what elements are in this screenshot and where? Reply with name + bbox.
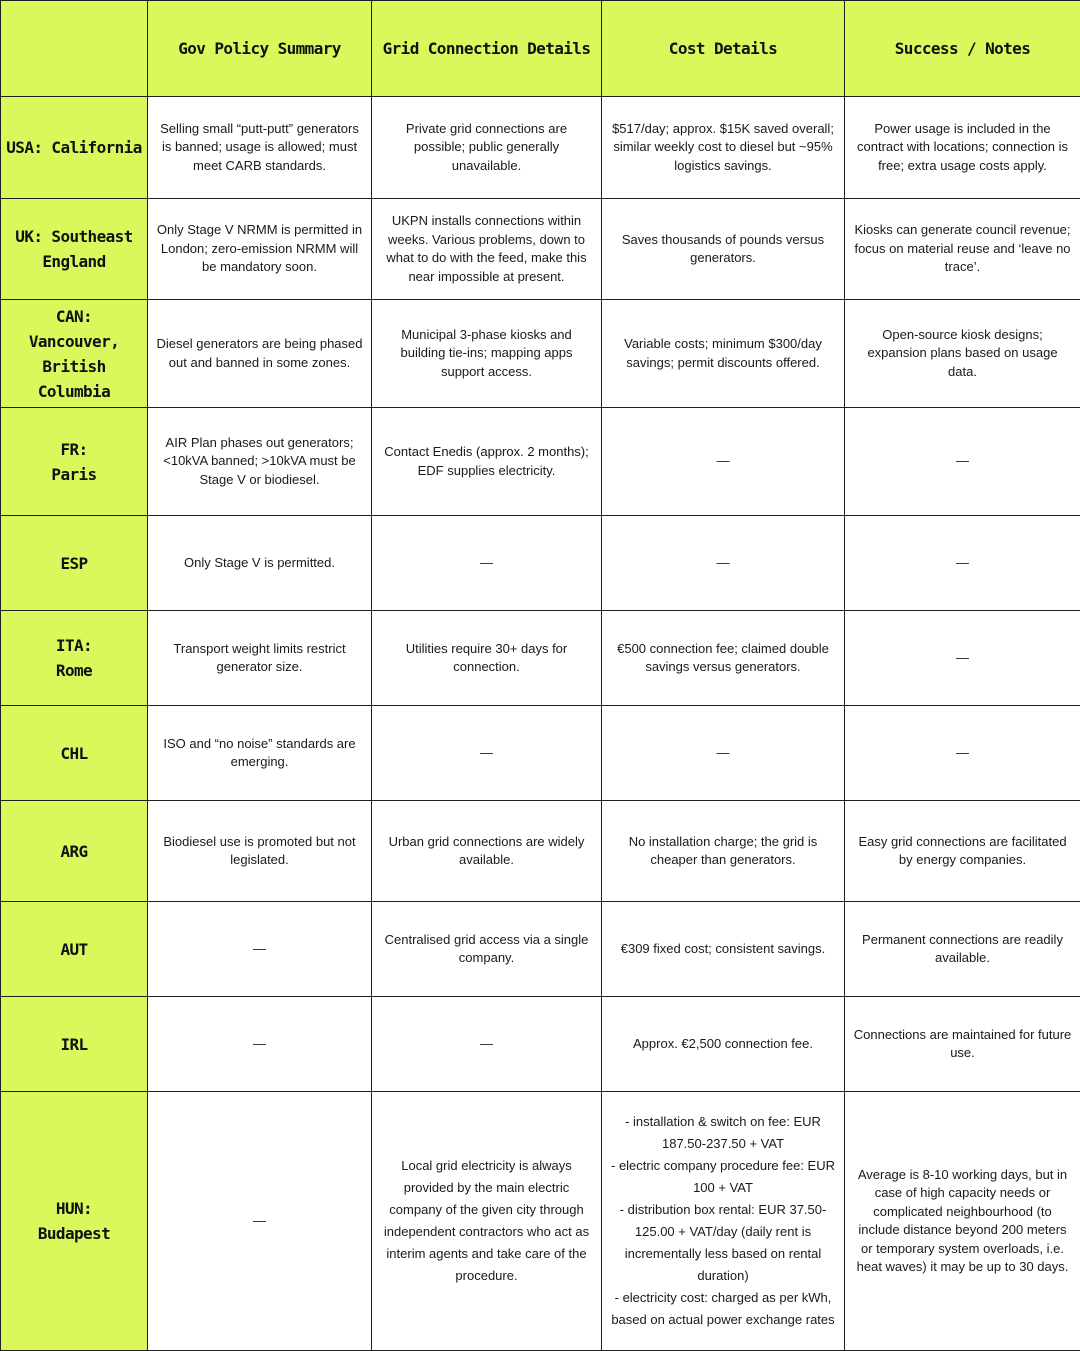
cost-line: - electric company procedure fee: EUR 100 + VAT [610,1155,836,1199]
grid-cell: Municipal 3-phase kiosks and building tie-ins; mapping apps support access. [372,300,602,408]
policy-cell: ISO and “no noise” standards are emerging. [148,706,372,801]
notes-cell: Open-source kiosk designs; expansion plans based on usage data. [845,300,1080,408]
region-line: CHL [5,741,143,766]
region-line: Budapest [5,1221,143,1246]
cost-cell [602,1092,845,1351]
notes-cell: Power usage is included in the contract with locations; connection is free; extra usage costs apply. [845,97,1080,199]
notes-cell: — [845,408,1080,516]
cost-cell: — [602,706,845,801]
table-row [1,97,1080,199]
region-line: USA: California [5,135,143,160]
region-line: England [5,249,143,274]
table-row [1,902,1080,997]
header-cost-details: Cost Details [602,1,845,97]
region-cell [1,97,148,199]
header-corner-cell [1,1,148,97]
cost-cell: $517/day; approx. $15K saved overall; similar weekly cost to diesel but ~95% logistics savings. [602,97,845,199]
table-row [1,997,1080,1092]
cost-cell: — [602,516,845,611]
region-line: ARG [5,839,143,864]
grid-cell: Private grid connections are possible; public generally unavailable. [372,97,602,199]
grid-cell: — [372,706,602,801]
policy-cell: — [148,902,372,997]
region-line: British Columbia [5,354,143,404]
region-cell [1,1092,148,1351]
grid-cell: Contact Enedis (approx. 2 months); EDF supplies electricity. [372,408,602,516]
region-cell [1,516,148,611]
cost-line: - installation & switch on fee: EUR 187.50-237.50 + VAT [610,1111,836,1155]
region-cell [1,408,148,516]
region-cell [1,902,148,997]
region-line: UK: Southeast [5,224,143,249]
table-row [1,1092,1080,1351]
region-line: CAN: [5,304,143,329]
notes-cell: Average is 8-10 working days, but in case of high capacity needs or complicated neighbourhood (to include distance beyond 200 meters or temporary system overloads, i.e. heat waves) it may be up to 30 days. [845,1092,1080,1351]
policy-cell: — [148,997,372,1092]
region-cell [1,997,148,1092]
grid-cell: UKPN installs connections within weeks. Various problems, down to what to do with the feed, make this near impossible at present. [372,199,602,300]
policy-cell: — [148,1092,372,1351]
region-line: ESP [5,551,143,576]
cost-cell: Saves thousands of pounds versus generators. [602,199,845,300]
policy-cell: Biodiesel use is promoted but not legislated. [148,801,372,902]
cost-cell: €309 fixed cost; consistent savings. [602,902,845,997]
header-grid-connection: Grid Connection Details [372,1,602,97]
header-row [1,1,1080,97]
notes-cell: — [845,706,1080,801]
cost-line: - electricity cost: charged as per kWh, based on actual power exchange rates [610,1287,836,1331]
header-gov-policy: Gov Policy Summary [148,1,372,97]
cost-cell: No installation charge; the grid is cheaper than generators. [602,801,845,902]
grid-cell: Centralised grid access via a single company. [372,902,602,997]
region-line: FR: [5,437,143,462]
cost-cell: Variable costs; minimum $300/day savings; permit discounts offered. [602,300,845,408]
policy-cell: Diesel generators are being phased out and banned in some zones. [148,300,372,408]
cost-cell: — [602,408,845,516]
policy-cell: Transport weight limits restrict generator size. [148,611,372,706]
grid-cell: Utilities require 30+ days for connection. [372,611,602,706]
region-line: AUT [5,937,143,962]
region-cell [1,706,148,801]
grid-cell: — [372,516,602,611]
table-row [1,199,1080,300]
notes-cell: — [845,516,1080,611]
notes-cell: — [845,611,1080,706]
header-success-notes: Success / Notes [845,1,1080,97]
notes-cell: Easy grid connections are facilitated by energy companies. [845,801,1080,902]
notes-cell: Permanent connections are readily available. [845,902,1080,997]
region-cell [1,611,148,706]
table-row [1,801,1080,902]
notes-cell: Connections are maintained for future use. [845,997,1080,1092]
policy-cell: AIR Plan phases out generators; <10kVA banned; >10kVA must be Stage V or biodiesel. [148,408,372,516]
region-cell [1,801,148,902]
region-line: Vancouver, [5,329,143,354]
table-row [1,611,1080,706]
notes-cell: Kiosks can generate council revenue; focus on material reuse and ‘leave no trace’. [845,199,1080,300]
grid-cell: Urban grid connections are widely available. [372,801,602,902]
region-line: ITA: [5,633,143,658]
region-cell [1,199,148,300]
table-row [1,516,1080,611]
region-line: IRL [5,1032,143,1057]
region-line: HUN: [5,1196,143,1221]
policy-cell: Selling small “putt-putt” generators is banned; usage is allowed; must meet CARB standards. [148,97,372,199]
policy-cell: Only Stage V is permitted. [148,516,372,611]
region-line: Rome [5,658,143,683]
grid-cell: Local grid electricity is always provided by the main electric company of the given city through independent contractors who act as interim agents and take care of the procedure. [372,1092,602,1351]
policy-cell: Only Stage V NRMM is permitted in London; zero-emission NRMM will be mandatory soon. [148,199,372,300]
cost-cell: €500 connection fee; claimed double savings versus generators. [602,611,845,706]
table-row [1,706,1080,801]
region-cell [1,300,148,408]
cost-line: - distribution box rental: EUR 37.50-125.00 + VAT/day (daily rent is incrementally less based on rental duration) [610,1199,836,1287]
table-row [1,300,1080,408]
table-row [1,408,1080,516]
region-line: Paris [5,462,143,487]
cost-cell: Approx. €2,500 connection fee. [602,997,845,1092]
grid-cell: — [372,997,602,1092]
